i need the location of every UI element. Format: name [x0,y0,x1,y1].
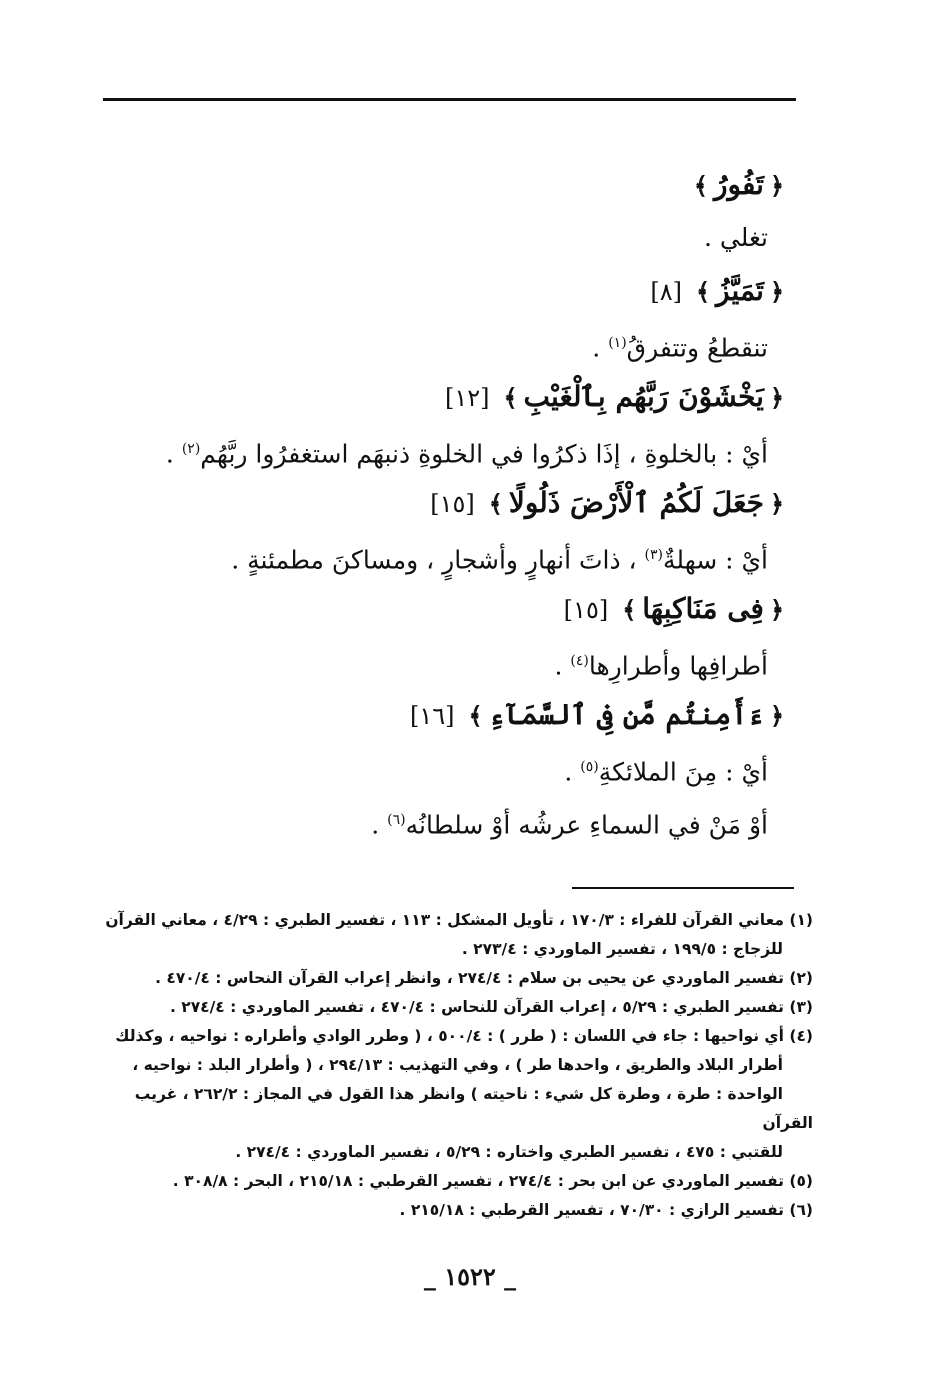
entry-3-gloss-text: أيْ : سهلةٌ [663,545,768,575]
entry-1-verse-number: [٨] [650,278,682,306]
footnote-1-line-2: للزجاج : ١٩٩/٥ ، تفسير الماوردي : ٢٧٣/٤ . [461,940,783,958]
footnote-1-line-1: (١) معاني القرآن للفراء : ١٧٠/٣ ، تأويل المشكل : ١١٣ ، تفسير الطبري : ٤/٢٩ ، معاني القرآن [105,911,813,929]
footnotes [95,906,813,1225]
footnote-2-line-1: (٢) تفسير الماوردي عن يحيى بن سلام : ٢٧٤/٤ ، وانظر إعراب القرآن النحاس : ٤٧٠/٤ . [155,969,813,987]
entry-4-head-line [150,582,790,635]
entry-2-gloss [150,423,790,476]
brace-close: ﴾ [693,171,708,200]
brace-open: ﴿ [769,383,784,412]
brace-close: ﴾ [468,701,483,730]
entry-4-verse-number: [١٥] [563,596,609,624]
footnote-4-line-2: أطرار البلاد والطريق ، واحدها طر ) ، وفي التهذيب : ٢٩٤/١٣ ، ( وأطرار البلد : نواحيه ، [132,1056,783,1074]
entry-2-gloss-end: . [165,439,182,469]
footnote-6 [95,1196,813,1225]
brace-close: ﴾ [622,595,637,624]
entry-3-verse-number: [١٥] [430,490,475,518]
entry-4-head: فِى مَنَاكِبِهَا [642,592,764,625]
footnote-ref-2[interactable]: (٢) [181,441,201,457]
footnote-3-line-1: (٣) تفسير الطبري : ٥/٢٩ ، إعراب القرآن للنحاس : ٤٧٠/٤ ، تفسير الماوردي : ٢٧٤/٤ . [169,998,813,1016]
entry-2-verse-number: [١٢] [444,384,490,412]
entry-6-gloss-end: . [371,810,388,840]
footnote-rule [572,887,794,889]
footnote-4 [95,1022,813,1167]
brace-open: ﴿ [769,701,784,730]
brace-close: ﴾ [503,383,518,412]
footnote-ref-5[interactable]: (٥) [580,759,599,775]
top-rule [103,98,796,101]
entry-6-gloss [150,794,790,847]
page-number: _ ١٥٢٢ _ [423,1262,517,1291]
footnote-1 [95,906,813,964]
footnote-2 [95,964,813,993]
footnote-ref-4[interactable]: (٤) [570,653,589,669]
entry-3-head: جَعَلَ لَكُمُ ٱلْأَرْضَ ذَلُولًا [508,486,764,519]
entry-1-head-line [150,264,790,317]
footnote-4-line-4: للقتبي : ٤٧٥ ، تفسير الطبري واختاره : ٥/٢٩ ، تفسير الماوردي : ٢٧٤/٤ . [235,1143,783,1161]
entry-1-gloss [150,317,790,370]
entry-4-gloss-end: . [554,651,571,681]
entry-2-head-line [150,370,790,423]
brace-open: ﴿ [769,595,784,624]
footnote-ref-1[interactable]: (١) [608,335,627,351]
entry-1-gloss-end: . [592,333,609,363]
footnote-ref-3[interactable]: (٣) [644,547,664,563]
entry-0-head: تَفُورُ [713,168,764,201]
brace-open: ﴿ [769,489,784,518]
entry-5-gloss-text: أيْ : مِنَ الملائكةِ [598,757,768,787]
entry-4-gloss [150,635,790,688]
entry-3-gloss-end: ، ذاتَ أنهارٍ وأشجارٍ ، ومساكنَ مطمئنةٍ . [231,545,645,575]
entry-3-gloss [150,529,790,582]
footnote-5-line-1: (٥) تفسير الماوردي عن ابن بحر : ٢٧٤/٤ ، تفسير القرطبي : ٢١٥/١٨ ، البحر : ٣٠٨/٨ . [172,1172,813,1190]
footnote-4-line-1: (٤) أي نواحيها : جاء في اللسان : ( طرر ) : ٥٠٠/٤ ، ( وطرر الوادي وأطراره : نواحيه ، وكذلك [115,1027,813,1045]
entry-1-gloss-text: تنقطعُ وتتفرقُ [626,333,768,363]
entry-0-gloss-text: تغلي . [703,223,768,252]
glossary-entries [150,158,790,847]
entry-5-head-line [150,688,790,741]
entry-0-head-line [150,158,790,211]
entry-4-gloss-text: أطرافِها وأطرارِها [588,651,768,681]
entry-2-head: يَخْشَوْنَ رَبَّهُم بِٱلْغَيْبِ [523,380,764,413]
footnote-6-line-1: (٦) تفسير الرازي : ٧٠/٣٠ ، تفسير القرطبي : ٢١٥/١٨ . [399,1201,813,1219]
entry-5-verse-number: [١٦] [410,702,455,730]
footnote-5 [95,1167,813,1196]
brace-close: ﴾ [488,489,503,518]
entry-2-gloss-text: أيْ : بالخلوةِ ، إذَا ذكرُوا في الخلوةِ ذنبهَم استغفرُوا ربَّهُم [200,439,768,469]
entry-3-head-line [150,476,790,529]
brace-open: ﴿ [769,277,784,306]
brace-open: ﴿ [769,171,784,200]
entry-6-gloss-text: أوْ مَنْ في السماءِ عرشُه أوْ سلطانُه [405,810,768,840]
footnote-3 [95,993,813,1022]
entry-1-head: تَمَيَّزُ [716,274,764,307]
entry-0-gloss [150,211,790,264]
footnote-ref-6[interactable]: (٦) [387,812,406,828]
entry-5-head: ءَأَمِنتُم مَّن فِى ٱلسَّمَآءِ [488,698,764,731]
entry-5-gloss [150,741,790,794]
brace-close: ﴾ [695,277,711,306]
footnote-4-line-3: الواحدة : طرة ، وطرة كل شيء : ناحيته ) وانظر هذا القول في المجاز : ٢٦٢/٢ ، غريب القرآن [134,1085,813,1132]
entry-5-gloss-end: . [564,757,581,787]
